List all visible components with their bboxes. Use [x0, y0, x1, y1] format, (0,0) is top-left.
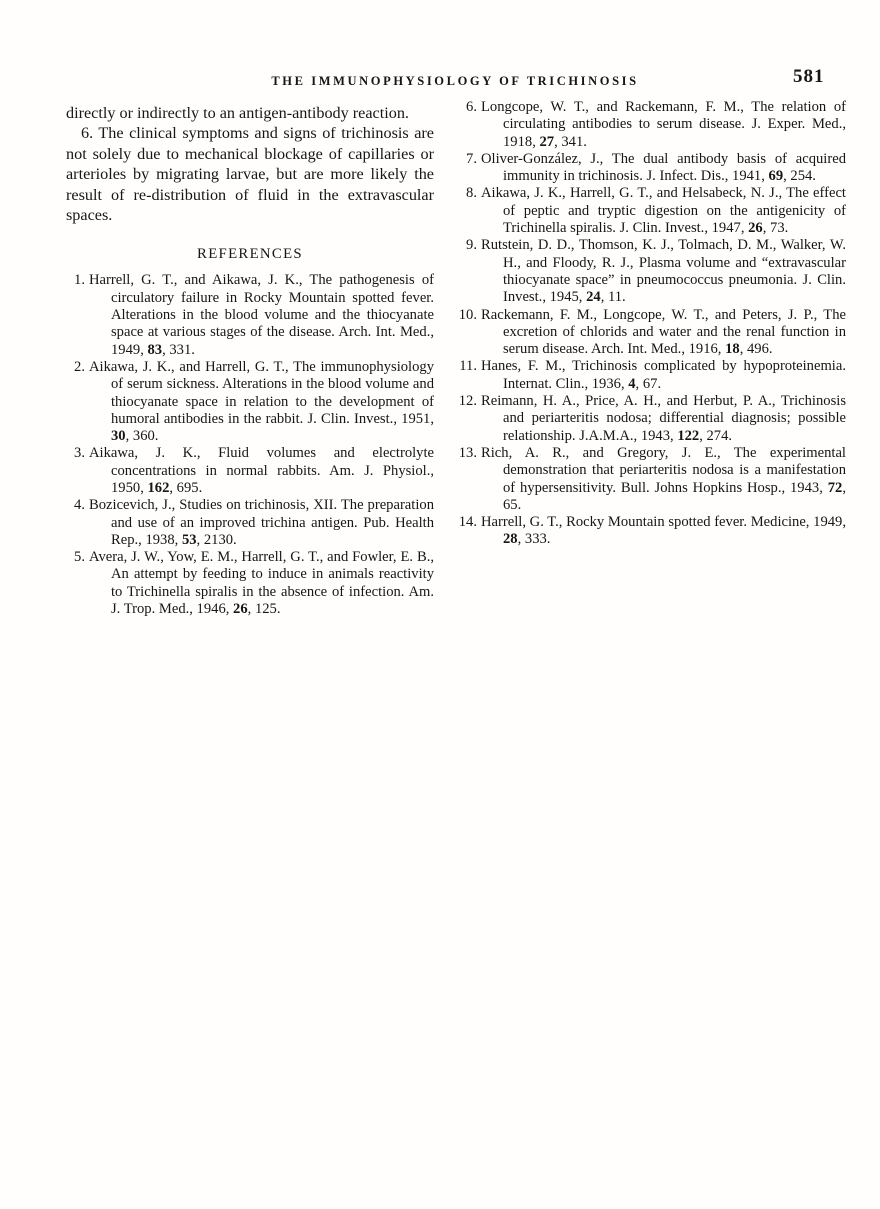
right-column	[458, 99, 846, 549]
reference-text: Aikawa, J. K., Harrell, G. T., and Helsabeck, N. J., The effect of peptic and tryptic digestion on the antigenicity of Trichinella spiralis. J. Clin. Invest., 1947,	[481, 185, 846, 237]
reference-number: 8.	[466, 185, 477, 202]
reference-item	[458, 445, 846, 514]
reference-pages: , 331.	[162, 341, 195, 358]
reference-volume: 122	[677, 427, 700, 444]
reference-item	[66, 497, 434, 549]
reference-text: Aikawa, J. K., Fluid volumes and electrolyte concentrations in normal rabbits. Am. J. Physiol., 1950,	[89, 445, 434, 496]
reference-pages: , 254.	[783, 168, 816, 185]
reference-volume: 27	[539, 133, 555, 150]
reference-number: 1.	[74, 272, 85, 289]
reference-pages: , 73.	[762, 220, 789, 237]
reference-item	[458, 151, 846, 186]
reference-item	[66, 272, 434, 358]
reference-pages: , 125.	[247, 601, 281, 618]
reference-text: Harrell, G. T., Rocky Mountain spotted fever. Medicine, 1949,	[481, 514, 846, 531]
reference-item	[66, 445, 434, 497]
paragraph: directly or indirectly to an antigen-antibody reaction.	[66, 104, 409, 122]
running-title: THE IMMUNOPHYSIOLOGY OF TRICHINOSIS	[271, 74, 639, 88]
reference-number: 7.	[466, 150, 477, 167]
reference-text: Aikawa, J. K., and Harrell, G. T., The immunophysiology of serum sickness. Alterations in the blood volume and thiocyanate space in relation to the development of humoral antibodies in the rabbit. J. Clin. Invest., 1951,	[89, 358, 434, 427]
reference-pages: , 341.	[554, 133, 587, 150]
reference-volume: 24	[586, 289, 601, 306]
reference-text: Reimann, H. A., Price, A. H., and Herbut, P. A., Trichinosis and periarteritis nodosa; differential diagnosis; possible relationship. J.A.M.A., 1943,	[481, 393, 846, 444]
reference-item	[458, 307, 846, 359]
references-heading: REFERENCES	[197, 246, 303, 263]
reference-number: 11.	[459, 358, 477, 375]
reference-volume: 18	[725, 341, 740, 358]
reference-number: 14.	[458, 514, 477, 531]
reference-volume: 72	[827, 479, 843, 496]
reference-pages: , 695.	[169, 480, 203, 496]
reference-text: Longcope, W. T., and Rackemann, F. M., The relation of circulating antibodies to serum disease. J. Exper. Med., 1918,	[481, 99, 846, 150]
reference-pages: , 274.	[699, 427, 733, 444]
reference-item	[458, 393, 846, 445]
reference-number: 10.	[458, 306, 477, 323]
reference-pages: , 360.	[125, 428, 159, 445]
reference-item	[66, 549, 434, 618]
reference-number: 12.	[458, 393, 477, 410]
reference-number: 9.	[466, 237, 477, 254]
reference-volume: 83	[147, 341, 163, 358]
reference-text: Rutstein, D. D., Thomson, K. J., Tolmach, D. M., Walker, W. H., and Floody, R. J., Plasma volume and “extravascular thiocyanate space” in pneumococcus pneumonia. J. Clin. Invest., 1945,	[481, 237, 846, 306]
reference-text: Avera, J. W., Yow, E. M., Harrell, G. T., and Fowler, E. B., An attempt by feeding to induce in animals reactivity to Trichinella spiralis in the absence of infection. Am. J. Trop. Med., 1946,	[89, 549, 434, 618]
reference-pages: , 496.	[739, 341, 773, 358]
reference-text: Oliver-González, J., The dual antibody basis of acquired immunity in trichinosis. J. Infect. Dis., 1941,	[481, 150, 846, 185]
reference-volume: 162	[147, 480, 170, 496]
page-number: 581	[793, 66, 825, 87]
reference-pages: , 67.	[635, 375, 662, 392]
reference-volume: 69	[768, 168, 784, 185]
reference-text: Rackemann, F. M., Longcope, W. T., and Peters, J. P., The excretion of chlorids and water and the renal function in serum disease. Arch. Int. Med., 1916,	[481, 306, 846, 358]
reference-item	[458, 99, 846, 151]
reference-pages: , 11.	[600, 289, 626, 306]
reference-text: Rich, A. R., and Gregory, J. E., The experimental demonstration that periarteritis nodosa is a manifestation of hypersensitivity. Bull. Johns Hopkins Hosp., 1943,	[481, 444, 846, 496]
reference-pages: , 65.	[503, 479, 846, 513]
reference-number: 6.	[466, 99, 477, 115]
reference-number: 4.	[74, 497, 85, 514]
reference-volume: 30	[111, 428, 126, 445]
reference-item	[458, 185, 846, 237]
reference-text: Harrell, G. T., and Aikawa, J. K., The pathogenesis of circulatory failure in Rocky Mountain spotted fever. Alterations in the blood volume and the thiocyanate space at various stages of the disease. Arch. Int. Med., 1949,	[89, 272, 434, 358]
paragraph: 6. The clinical symptoms and signs of trichinosis are not solely due to mechanical blockage of capillaries or arterioles by migrating larvae, but are more likely the result of re-distribution of fluid in the extravascular spaces.	[66, 124, 434, 225]
reference-pages: , 2130.	[196, 531, 237, 548]
reference-volume: 53	[181, 531, 197, 548]
reference-item	[458, 514, 846, 549]
reference-number: 5.	[74, 549, 85, 566]
reference-item	[458, 237, 846, 306]
conclusions-text	[66, 103, 434, 225]
reference-number: 2.	[74, 358, 85, 375]
reference-text: Hanes, F. M., Trichinosis complicated by hypoproteinemia. Internat. Clin., 1936,	[481, 358, 846, 392]
reference-volume: 4	[628, 375, 636, 392]
reference-text: Bozicevich, J., Studies on trichinosis, XII. The preparation and use of an improved trichina antigen. Pub. Health Rep., 1938,	[89, 497, 434, 548]
reference-item	[66, 359, 434, 445]
reference-number: 3.	[74, 445, 85, 462]
reference-pages: , 333.	[517, 531, 551, 548]
reference-volume: 26	[233, 601, 248, 618]
reference-number: 13.	[458, 444, 477, 461]
reference-item	[458, 358, 846, 393]
reference-volume: 28	[503, 531, 518, 548]
left-column	[66, 103, 434, 618]
reference-volume: 26	[748, 220, 763, 237]
